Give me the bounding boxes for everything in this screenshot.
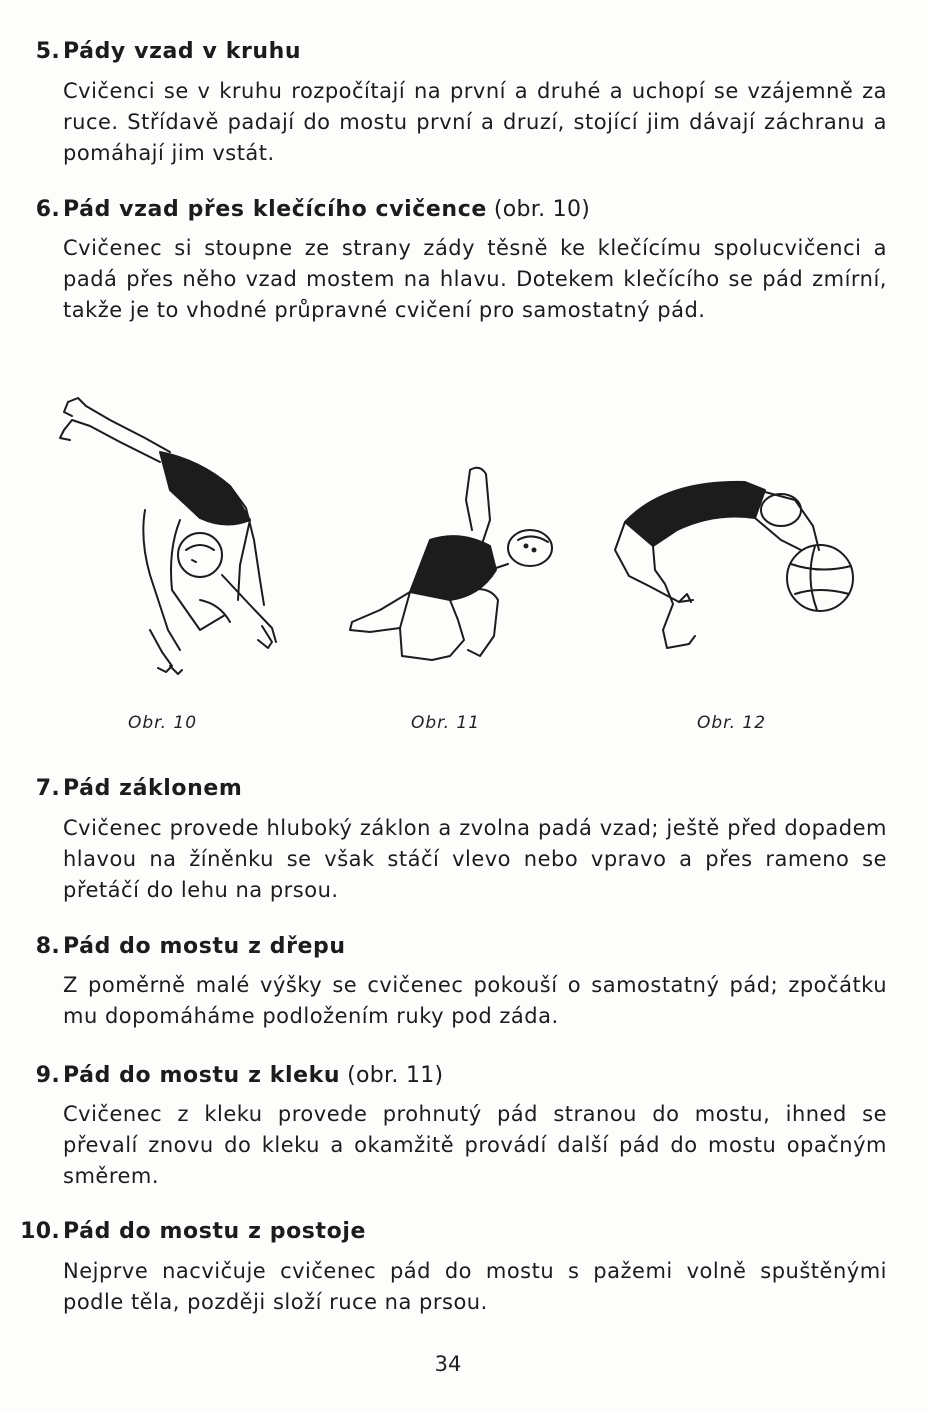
figure-caption: Obr. 12 [697, 713, 767, 733]
section-title: Pád do mostu z dřepu [63, 934, 346, 959]
figure-12 [605, 470, 870, 670]
section-text: Cvičenec provede hluboký záklon a zvolna padá vzad; ještě před dopadem hlavou na žíněnku se však stáčí vlevo nebo vpravo a přes rameno se přetáčí do lehu na prsou. [63, 816, 887, 902]
section-heading [0, 775, 900, 803]
section-text: Nejprve nacvičuje cvičenec pád do mostu s pažemi volně spuštěnými podle těla, později složí ruce na prsou. [63, 1259, 887, 1314]
section-heading [0, 196, 900, 224]
section-text: Cvičenec z kleku provede prohnutý pád stranou do mostu, ihned se převalí znovu do kleku a okamžitě provádí další pád do mostu opačným směrem. [63, 1102, 887, 1188]
section-heading [0, 1062, 900, 1090]
section-number: 5. [35, 39, 60, 64]
figure-caption: Obr. 11 [411, 713, 481, 733]
section-number: 6. [35, 197, 60, 222]
figure-10 [50, 390, 290, 690]
figure-reference: (obr. 11) [347, 1063, 444, 1088]
section-title: Pád do mostu z postoje [63, 1219, 366, 1244]
wrestler-bridge-with-ball-illustration [605, 470, 870, 670]
section-title: Pád do mostu z kleku [63, 1063, 341, 1088]
section-number: 9. [35, 1063, 60, 1088]
section-title: Pád vzad přes klečícího cvičence [63, 197, 487, 222]
section-title: Pád záklonem [63, 776, 243, 801]
section-text: Cvičenci se v kruhu rozpočítají na první a druhé a uchopí se vzájemně za ruce. Střídavě padají do mostu první a druzí, stojící jim dávají záchranu a pomáhají jim vstát. [63, 79, 887, 165]
section-title: Pády vzad v kruhu [63, 39, 302, 64]
section-number: 8. [35, 934, 60, 959]
figure-11 [340, 460, 570, 670]
wrestler-falling-over-kneeling-partner-illustration [50, 390, 290, 690]
section-heading [0, 1218, 900, 1246]
section-number: 7. [35, 776, 60, 801]
section-heading [0, 933, 900, 961]
figure-reference: (obr. 10) [493, 197, 591, 222]
section-text: Cvičenec si stoupne ze strany zády těsně ke klečícímu spolucvičenci a padá přes něho vzad mostem na hlavu. Dotekem klečícího se pád zmírní, takže je to vhodné průpravné cvičení pro samostatný pád. [63, 236, 887, 322]
page-number: 34 [434, 1352, 462, 1376]
wrestler-bridge-from-kneel-illustration [340, 460, 570, 670]
section-number: 10. [20, 1219, 60, 1244]
figure-caption: Obr. 10 [128, 713, 198, 733]
section-text: Z poměrně malé výšky se cvičenec pokouší o samostatný pád; zpočátku mu dopomáháme podložením ruky pod záda. [63, 973, 887, 1028]
section-heading [0, 38, 900, 66]
